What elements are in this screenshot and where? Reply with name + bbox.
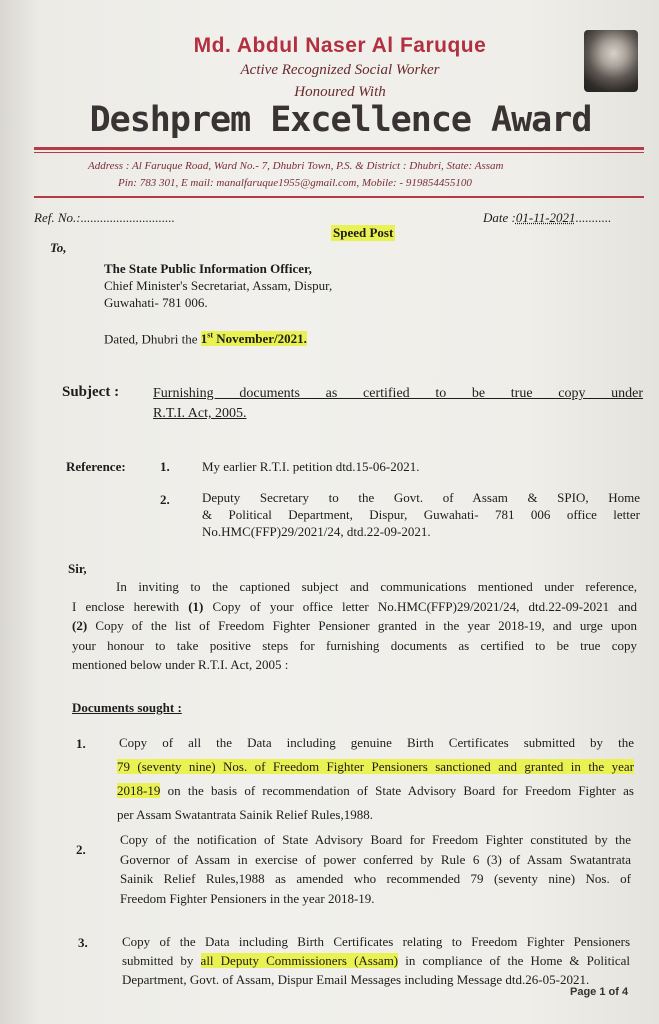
letterhead-title: Active Recognized Social Worker <box>240 62 440 78</box>
body-line-2-b: (1) <box>188 598 204 614</box>
document-1-highlight-text: of Freedom Fighter Pensioners sanctioned and granted in the year <box>254 759 634 774</box>
subject-text <box>153 384 643 424</box>
profile-photo <box>584 30 638 92</box>
date-value: 01-11-2021 <box>515 210 576 225</box>
speed-post-label: Speed Post <box>333 225 394 240</box>
dated-prefix: Dated, Dhubri the <box>104 331 198 347</box>
document-3-line-3: Department, Govt. of Assam, Dispur Email Messages including Message dtd.26-05-2021. <box>122 972 590 987</box>
recipient-line-1: The State Public Information Officer, <box>104 261 312 276</box>
subject-label: Subject : <box>62 384 120 400</box>
document-item-3 <box>122 932 630 989</box>
document-2-line-4: Freedom Fighter Pensioners in the year 2018-19. <box>120 890 375 906</box>
page-number: Page 1 of 4 <box>570 986 629 998</box>
subject-line-1: Furnishing documents as certified to be true copy under <box>153 386 643 401</box>
letterhead-rule-bottom <box>34 196 644 198</box>
body-line-4: your honour to take positive steps for furnishing documents as certified to be true copy <box>72 637 637 653</box>
document-3-line-2 <box>122 951 630 970</box>
document-1-highlight-year: 2018-19 <box>117 783 161 798</box>
subject-line-2: R.T.I. Act, 2005. <box>153 406 247 421</box>
letterhead-name: Md. Abdul Naser Al Faruque <box>193 34 487 57</box>
document-num-1: 1. <box>76 736 86 751</box>
dated-date <box>201 331 307 346</box>
ref-number: Ref. No.:............................. <box>34 210 175 225</box>
document-3-line-2-b: in compliance of the Home & Political <box>398 953 630 968</box>
document-1-line-4: per Assam Swatantrata Sainik Relief Rules,1988. <box>117 807 373 822</box>
body-line-2-c: Copy of your office letter No.HMC(FFP)29/2021/24, dtd.22-09-2021 and <box>212 598 637 614</box>
document-1-highlight-count: 79 (seventy nine) <box>117 759 216 774</box>
date-dots: ........... <box>575 210 612 225</box>
recipient-line-3: Guwahati- 781 006. <box>104 295 208 310</box>
reference-item-1: My earlier R.T.I. petition dtd.15-06-2021. <box>202 459 420 474</box>
body-line-3-a: (2) <box>72 618 88 633</box>
recipient-line-2: Chief Minister's Secretariat, Assam, Dispur, <box>104 278 333 293</box>
letterhead-award: Deshprem Excellence Award <box>89 100 592 140</box>
document-2-line-3: Sainik Relief Rules,1988 as amended who recommended 79 (seventy nine) Nos. of <box>120 871 631 886</box>
document-3-highlight: all Deputy Commissioners (Assam) <box>200 953 399 968</box>
document-1-line-3-rest: on the basis of recommendation of State Advisory Board for Freedom Fighter as <box>160 783 634 798</box>
body-paragraph <box>72 577 637 675</box>
reference-item-2-line-2: & Political Department, Dispur, Guwahati- 781 006 office letter <box>202 507 640 522</box>
letterhead-rule-thin <box>34 152 644 153</box>
document-3-line-2-a: submitted by <box>122 953 201 968</box>
document-1-line-3 <box>117 779 634 803</box>
reference-item-2-line-3: No.HMC(FFP)29/2021/24, dtd.22-09-2021. <box>202 524 431 539</box>
body-line-2-a: I enclose herewith <box>72 598 180 614</box>
dated-month: November/2021. <box>216 331 307 347</box>
letterhead-rule-top <box>34 147 644 150</box>
body-line-3-b: Copy of the list of Freedom Fighter Pensioner granted in the year 2018-19, and urge upon <box>95 618 638 633</box>
body-line-1: In inviting to the captioned subject and communications mentioned under reference, <box>116 579 637 594</box>
document-1-line-2 <box>117 755 634 779</box>
reference-item-2 <box>202 489 640 540</box>
reference-item-2-line-1: Deputy Secretary to the Govt. of Assam & SPIO, Home <box>202 490 640 505</box>
document-item-1 <box>117 731 634 827</box>
document-2-line-2: Governor of Assam in exercise of power conferred by Rule 6 (3) of Assam Swatantrata <box>120 851 631 867</box>
letterhead-address: Address : Al Faruque Road, Ward No.- 7, Dhubri Town, P.S. & District : Dhubri, State: Assam <box>88 160 504 172</box>
dated-day: 1 <box>200 331 208 347</box>
document-1-line-1: Copy of all the Data including genuine Birth Certificates submitted by the <box>119 735 634 750</box>
body-line-3 <box>72 616 637 636</box>
body-line-2 <box>72 597 637 617</box>
documents-heading: Documents sought : <box>72 700 182 715</box>
document-3-line-1: Copy of the Data including Birth Certificates relating to Freedom Fighter Pensioners <box>122 934 630 949</box>
date-label: Date : <box>483 210 516 225</box>
letterhead-honoured: Honoured With <box>294 84 386 100</box>
body-line-5: mentioned below under R.T.I. Act, 2005 : <box>72 657 289 672</box>
document-num-3: 3. <box>78 935 88 950</box>
salutation: Sir, <box>68 561 87 576</box>
dated-suffix: st <box>207 331 214 340</box>
document-2-line-1: Copy of the notification of State Advisory Board for Freedom Fighter constituted by the <box>120 832 631 847</box>
document-num-2: 2. <box>76 842 86 857</box>
date-field <box>483 210 611 226</box>
letterhead-contact: Pin: 783 301, E mail: manalfaruque1955@gmail.com, Mobile: - 919854455100 <box>118 177 472 189</box>
reference-num-1: 1. <box>160 459 170 474</box>
reference-label: Reference: <box>66 459 126 474</box>
reference-num-2: 2. <box>160 492 170 507</box>
to-label: To, <box>50 240 67 255</box>
dated-line <box>104 331 307 347</box>
document-item-2 <box>120 830 631 908</box>
document-1-highlight-nos: Nos. <box>215 759 255 774</box>
